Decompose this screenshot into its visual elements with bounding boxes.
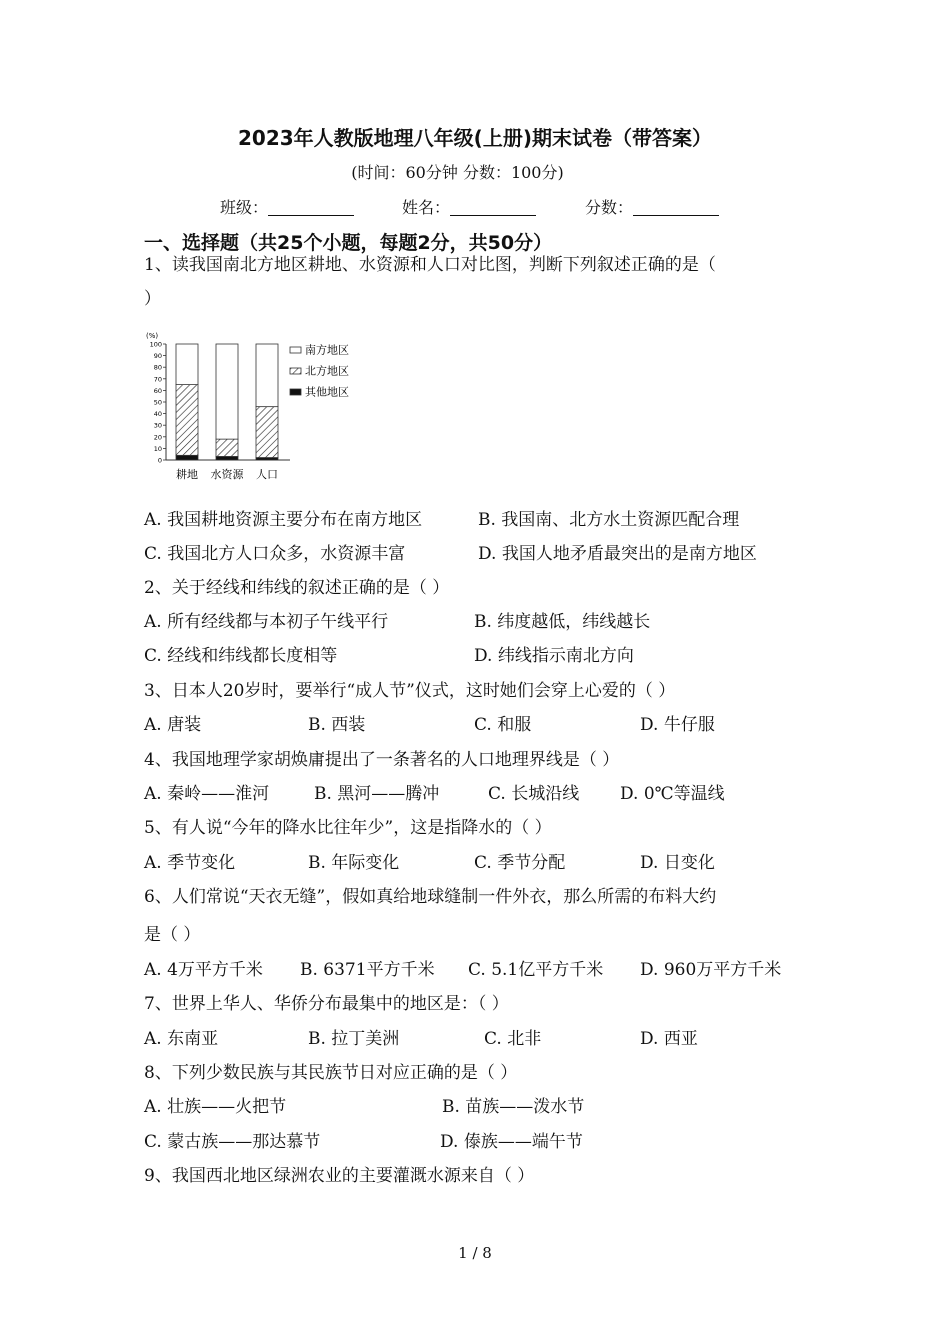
category-label: 人口: [256, 468, 278, 481]
question-2-stem: 2、关于经线和纬线的叙述正确的是（ ）: [144, 578, 450, 598]
y-tick-label: 20: [153, 433, 162, 442]
score-field[interactable]: [585, 195, 719, 218]
q4-option-d[interactable]: D. 0℃等温线: [620, 784, 725, 804]
class-field[interactable]: [220, 195, 354, 218]
bar-segment: [256, 344, 278, 407]
bar-segment: [256, 407, 278, 458]
legend-swatch: [290, 389, 301, 395]
bar-segment: [216, 457, 238, 460]
q4-option-c[interactable]: C. 长城沿线: [488, 784, 580, 804]
legend-label: 其他地区: [305, 385, 349, 399]
q7-option-d[interactable]: D. 西亚: [640, 1029, 698, 1049]
q3-option-d[interactable]: D. 牛仔服: [640, 715, 715, 735]
y-tick-label: 40: [153, 410, 162, 419]
question-1-stem-end: ）: [144, 289, 161, 309]
question-3-stem: 3、日本人20岁时，要举行“成人节”仪式，这时她们会穿上心爱的（ ）: [144, 681, 676, 701]
legend-label: 北方地区: [305, 364, 349, 378]
y-tick-label: 70: [153, 375, 162, 384]
y-unit-label: (%): [146, 332, 159, 340]
question-6-stem-2: 是（ ）: [144, 925, 201, 945]
question-6-stem: 6、人们常说“天衣无缝”，假如真给地球缝制一件外衣，那么所需的布料大约: [144, 887, 717, 907]
q2-option-d[interactable]: D. 纬线指示南北方向: [474, 646, 634, 666]
q6-option-d[interactable]: D. 960万平方千米: [640, 960, 782, 980]
class-label: 班级：: [220, 198, 269, 217]
q1-option-b[interactable]: B. 我国南、北方水土资源匹配合理: [478, 510, 740, 530]
y-tick-label: 50: [153, 398, 162, 407]
page-number: 1 / 8: [458, 1244, 492, 1262]
q5-option-d[interactable]: D. 日变化: [640, 853, 715, 873]
q7-option-c[interactable]: C. 北非: [484, 1029, 542, 1049]
score-blank[interactable]: [633, 201, 719, 216]
q7-option-a[interactable]: A. 东南亚: [144, 1029, 219, 1049]
legend-label: 南方地区: [305, 343, 349, 357]
exam-time-score: (时间：60分钟 分数：100分): [351, 163, 564, 182]
q8-option-c[interactable]: C. 蒙古族——那达慕节: [144, 1132, 321, 1152]
q8-option-d[interactable]: D. 傣族——端午节: [440, 1132, 583, 1152]
bar-segment: [176, 455, 198, 460]
question-5-stem: 5、有人说“今年的降水比往年少”，这是指降水的（ ）: [144, 818, 552, 838]
name-blank[interactable]: [450, 201, 536, 216]
q3-option-a[interactable]: A. 唐装: [144, 715, 202, 735]
y-tick-label: 30: [153, 421, 162, 430]
q4-option-a[interactable]: A. 秦岭——淮河: [144, 784, 270, 804]
bar-segment: [176, 385, 198, 456]
page-title: 2023年人教版地理八年级(上册)期末试卷（带答案）: [238, 126, 712, 150]
y-tick-label: 100: [149, 340, 162, 349]
question-1-stem: 1、读我国南北方地区耕地、水资源和人口对比图，判断下列叙述正确的是（: [144, 255, 716, 275]
q6-option-b[interactable]: B. 6371平方千米: [300, 960, 435, 980]
y-tick-label: 0: [157, 456, 162, 465]
q3-option-c[interactable]: C. 和服: [474, 715, 532, 735]
question-4-stem: 4、我国地理学家胡焕庸提出了一条著名的人口地理界线是（ ）: [144, 750, 620, 770]
q6-option-a[interactable]: A. 4万平方千米: [144, 960, 263, 980]
bar-segment: [216, 344, 238, 439]
q2-option-a[interactable]: A. 所有经线都与本初子午线平行: [144, 612, 389, 632]
class-blank[interactable]: [268, 201, 354, 216]
question-7-stem: 7、世界上华人、华侨分布最集中的地区是：（ ）: [144, 994, 509, 1014]
y-tick-label: 60: [153, 386, 162, 395]
category-label: 耕地: [176, 468, 198, 481]
q2-option-b[interactable]: B. 纬度越低，纬线越长: [474, 612, 651, 632]
bar-segment: [176, 344, 198, 385]
q3-option-b[interactable]: B. 西装: [308, 715, 366, 735]
name-label: 姓名：: [402, 198, 451, 217]
q5-option-b[interactable]: B. 年际变化: [308, 853, 400, 873]
q5-option-c[interactable]: C. 季节分配: [474, 853, 566, 873]
y-tick-label: 90: [153, 352, 162, 361]
score-label: 分数：: [585, 198, 634, 217]
q7-option-b[interactable]: B. 拉丁美洲: [308, 1029, 400, 1049]
legend-swatch: [290, 368, 301, 374]
land-water-population-chart: [140, 328, 380, 488]
q8-option-a[interactable]: A. 壮族——火把节: [144, 1097, 287, 1117]
q1-option-d[interactable]: D. 我国人地矛盾最突出的是南方地区: [478, 544, 757, 564]
q2-option-c[interactable]: C. 经线和纬线都长度相等: [144, 646, 338, 666]
q5-option-a[interactable]: A. 季节变化: [144, 853, 236, 873]
bar-segment: [216, 439, 238, 456]
q4-option-b[interactable]: B. 黑河——腾冲: [314, 784, 440, 804]
q1-option-a[interactable]: A. 我国耕地资源主要分布在南方地区: [144, 510, 423, 530]
question-8-stem: 8、下列少数民族与其民族节日对应正确的是（ ）: [144, 1063, 518, 1083]
legend-swatch: [290, 347, 301, 353]
question-9-stem: 9、我国西北地区绿洲农业的主要灌溉水源来自（ ）: [144, 1166, 535, 1186]
q1-option-c[interactable]: C. 我国北方人口众多，水资源丰富: [144, 544, 406, 564]
y-tick-label: 80: [153, 363, 162, 372]
name-field[interactable]: [402, 195, 536, 218]
section-heading: 一、选择题（共25个小题，每题2分，共50分）: [144, 232, 553, 254]
category-label: 水资源: [210, 468, 244, 481]
y-tick-label: 10: [153, 444, 162, 453]
q8-option-b[interactable]: B. 苗族——泼水节: [442, 1097, 585, 1117]
q6-option-c[interactable]: C. 5.1亿平方千米: [468, 960, 604, 980]
